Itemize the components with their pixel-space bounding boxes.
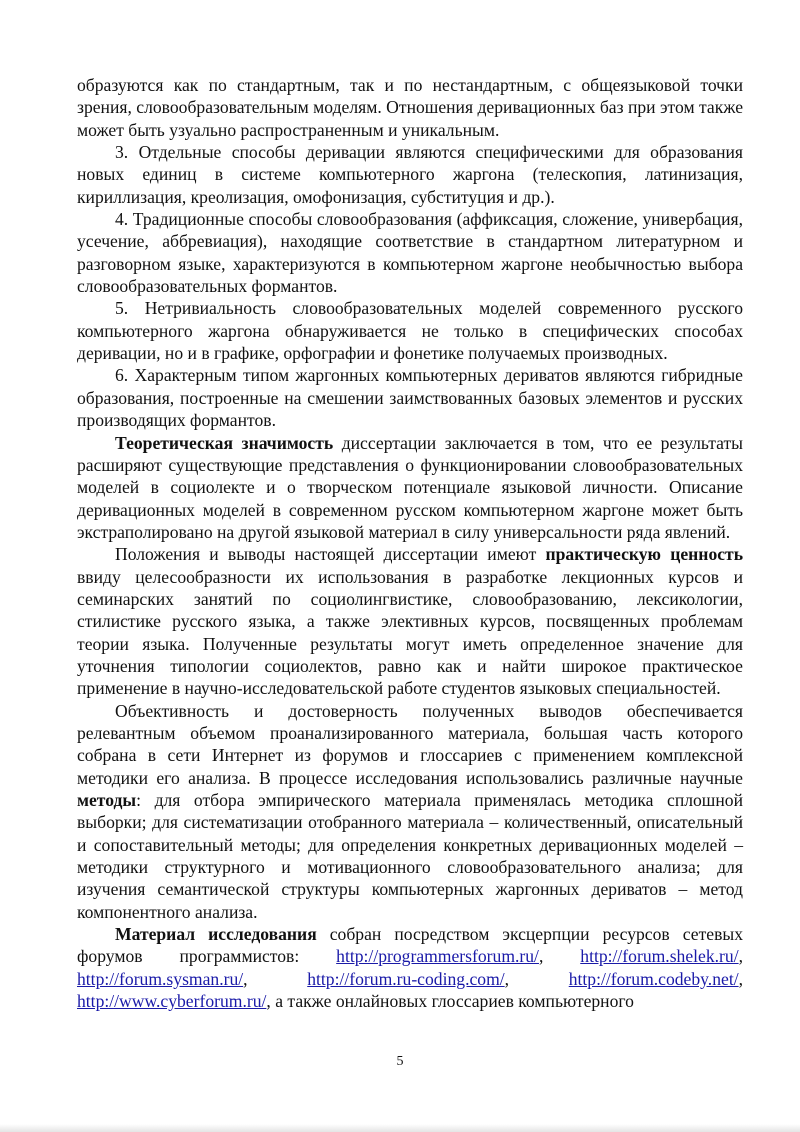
text-run: диссертации заключается в том, что ее результаты расширяют существующие представления о функционировании словообразовательных моделей в социолекте и о творческом потенциале языковой личности. Описание деривационных моделей в современном русском компьютерном жаргоне может быть экстраполировано на другой языковой материал в силу универсальности ряда явлений. <box>77 432 743 542</box>
text-run: , <box>538 946 581 967</box>
text-run: 3. Отдельные способы деривации являются специфическими для образования новых единиц в системе компьютерного жаргона (телескопия, латинизация, кириллизация, креолизация, омофонизация, субституция и др.). <box>77 142 743 207</box>
page-number: 5 <box>396 1054 404 1069</box>
practical-value-paragraph <box>77 543 743 699</box>
text-run: ввиду целесообразности их использования в разработке лекционных курсов и семинарских занятий по социолингвистике, словообразованию, лексикологии, стилистике русского языка, а также элективных курсов, посвященных проблемам теории языка. Полученные результаты могут иметь определенное значение для уточнения типологии социолектов, равно как и найти широкое практическое применение в научно-исследовательской работе студентов языковых специальностей. <box>77 566 743 699</box>
text-run: : для отбора эмпирического материала применялась методика сплошной выборки; для систематизации отобранного материала – количественный, описательный и сопоставительный методы; для определения конкретных деривационных моделей – методики структурного и мотивационного словообразовательного анализа; для изучения семантической структуры компьютерных жаргонных дериватов – метод компонентного анализа. <box>77 790 743 922</box>
text-run: 6. Характерным типом жаргонных компьютерных дериватов являются гибридные образования, построенные на смешении заимствованных базовых элементов и русских производящих формантов. <box>77 365 743 431</box>
text-run: , <box>738 968 743 989</box>
forum-link[interactable]: http://forum.sysman.ru/ <box>77 968 244 989</box>
text-run: , <box>243 968 308 989</box>
bold-term: Материал исследования <box>115 924 317 945</box>
forum-link[interactable]: http://forum.shelek.ru/ <box>580 946 739 967</box>
forum-link[interactable]: http://forum.codeby.net/ <box>568 968 739 989</box>
text-run: 5. Нетривиальность словообразовательных моделей современного русского компьютерного жаргона обнаруживается не только в специфических способах деривации, но и в графике, орфографии и фонетике получаемых производных. <box>77 298 743 364</box>
thesis-5 <box>77 297 743 364</box>
text-run: , <box>504 968 569 989</box>
research-material-paragraph <box>77 923 743 1012</box>
paragraph-continuation <box>77 74 743 141</box>
text-run: , <box>738 946 743 967</box>
bold-term: Теоретическая значимость <box>115 432 334 453</box>
methods-paragraph <box>77 700 743 923</box>
scan-edge <box>0 1124 800 1132</box>
text-run: собран посредством эксцерпции ресурсов сетевых форумов программистов: <box>77 924 744 967</box>
text-run: образуются как по стандартным, так и по нестандартным, с общеязыковой точки зрения, словообразовательным моделям. Отношения деривационных баз при этом также может быть узуально распространенным и уникальным. <box>77 75 743 140</box>
bold-term: практическую ценность <box>545 544 743 565</box>
text-run: Положения и выводы настоящей диссертации имеют <box>115 544 546 565</box>
text-run: Объективность и достоверность полученных выводов обеспечивается релевантным объемом проанализированного материала, большая часть которого собрана в сети Интернет из форумов и глоссариев с применением комплексной методики его анализа. В процессе исследования использовались различные научные <box>77 700 743 788</box>
forum-link[interactable]: http://forum.ru-coding.com/ <box>307 968 505 989</box>
forum-link[interactable]: http://www.cyberforum.ru/ <box>77 991 267 1012</box>
thesis-4 <box>77 208 743 297</box>
thesis-6 <box>77 364 743 431</box>
body-text <box>77 74 743 1012</box>
theoretical-significance-paragraph <box>77 432 743 544</box>
text-run: 4. Традиционные способы словообразования (аффиксация, сложение, универбация, усечение, аббревиация), находящие соответствие в стандартном литературном и разговорном языке, характеризуются в компьютерном жаргоне необычностью выбора словообразовательных формантов. <box>77 209 743 297</box>
thesis-3 <box>77 141 743 208</box>
bold-term: методы <box>77 790 137 810</box>
forum-link[interactable]: http://programmersforum.ru/ <box>336 946 539 967</box>
text-run: , а также онлайновых глоссариев компьютерного <box>266 991 634 1012</box>
